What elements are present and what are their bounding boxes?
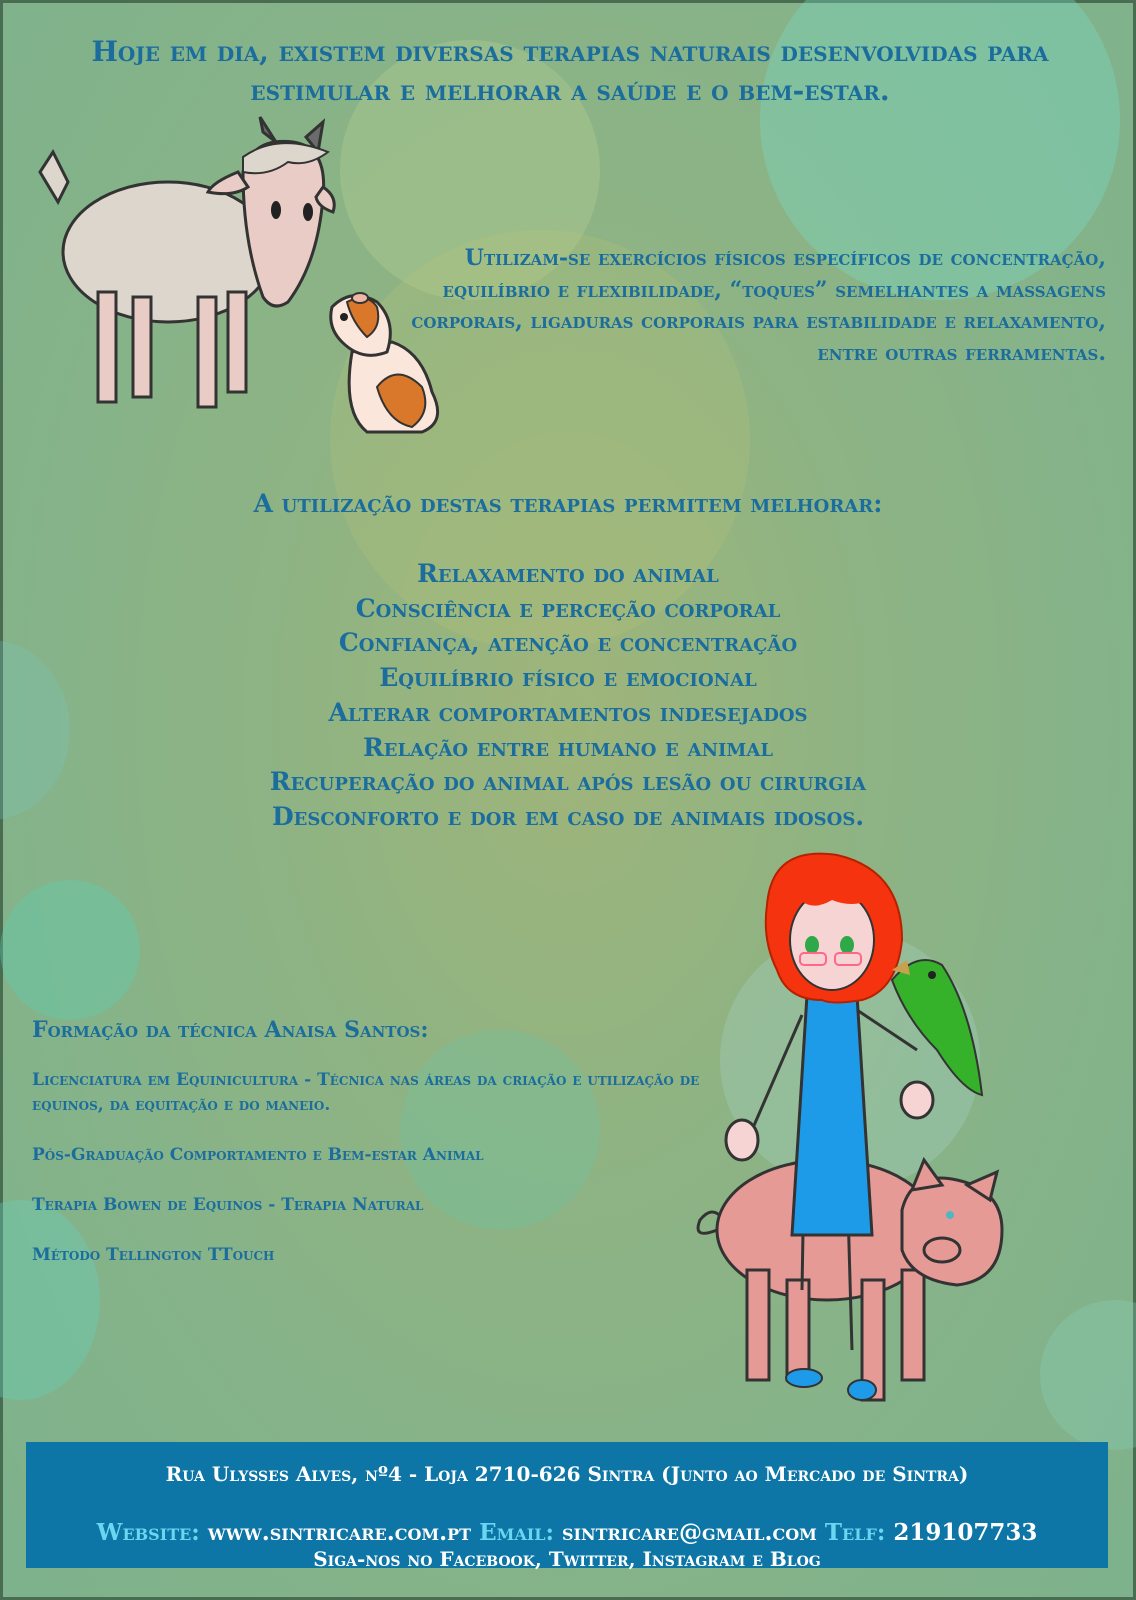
bubble-decoration [0,880,140,1020]
footer-address: Rua Ulysses Alves, nº4 - Loja 2710-626 Sintra (Junto ao Mercado de Sintra) [165,1462,969,1486]
benefit-item: Confiança, atenção e concentração [338,628,798,658]
bubble-decoration [1040,1300,1136,1450]
training-list [32,1068,732,1293]
training-item: Pós-Graduação Comportamento e Bem-estar Animal [32,1145,484,1165]
training-item: Terapia Bowen de Equinos - Terapia Natural [32,1195,424,1215]
phone-number[interactable]: 219107733 [893,1519,1038,1546]
phone-label: Telf: [824,1519,886,1546]
contact-footer [26,1442,1108,1571]
benefit-item: Relaxamento do animal [417,559,719,588]
training-item: Método Tellington TTouch [32,1245,275,1265]
methods-text: Utilizam-se exercícios físicos específicos de concentração, equilíbrio e flexibilidade, “toques” semelhantes a massagens corporais, ligaduras corporais para estabilidade e relaxamento, entre outras ferramentas. [411,245,1106,366]
girl-with-parrot-on-pig-illustration [692,850,1032,1430]
email-link[interactable]: sintricare@gmail.com [561,1519,817,1546]
benefit-item: Recuperação do animal após lesão ou cirurgia [269,767,867,797]
benefit-item: Consciência e perceção corporal [355,593,781,623]
intro-text: Hoje em dia, existem diversas terapias naturais desenvolvidas para estimular e melhorar a saúde e o bem-estar. [91,35,1049,107]
email-label: Email: [479,1519,554,1546]
goat-illustration [38,112,343,422]
benefit-item: Equilíbrio físico e emocional [379,663,757,693]
benefits-list [40,557,1096,835]
website-label: Website: [96,1519,200,1546]
website-link[interactable]: www.sintricare.com.pt [207,1519,472,1546]
benefits-heading: A utilização destas terapias permitem melhorar: [253,489,883,518]
footer-contacts [26,1519,1108,1546]
training-item: Licenciatura em Equinicultura - Técnica nas áreas da criação e utilização de equinos, da equitação e do maneio. [32,1070,700,1115]
benefit-item: Alterar comportamentos indesejados [328,697,808,727]
training-heading: Formação da técnica Anaisa Santos: [32,1017,429,1043]
benefit-item: Relação entre humano e animal [363,732,773,762]
footer-social: Siga-nos no Facebook, Twitter, Instagram e Blog [313,1547,821,1571]
benefit-item: Desconforto e dor em caso de animais idosos. [271,801,865,831]
